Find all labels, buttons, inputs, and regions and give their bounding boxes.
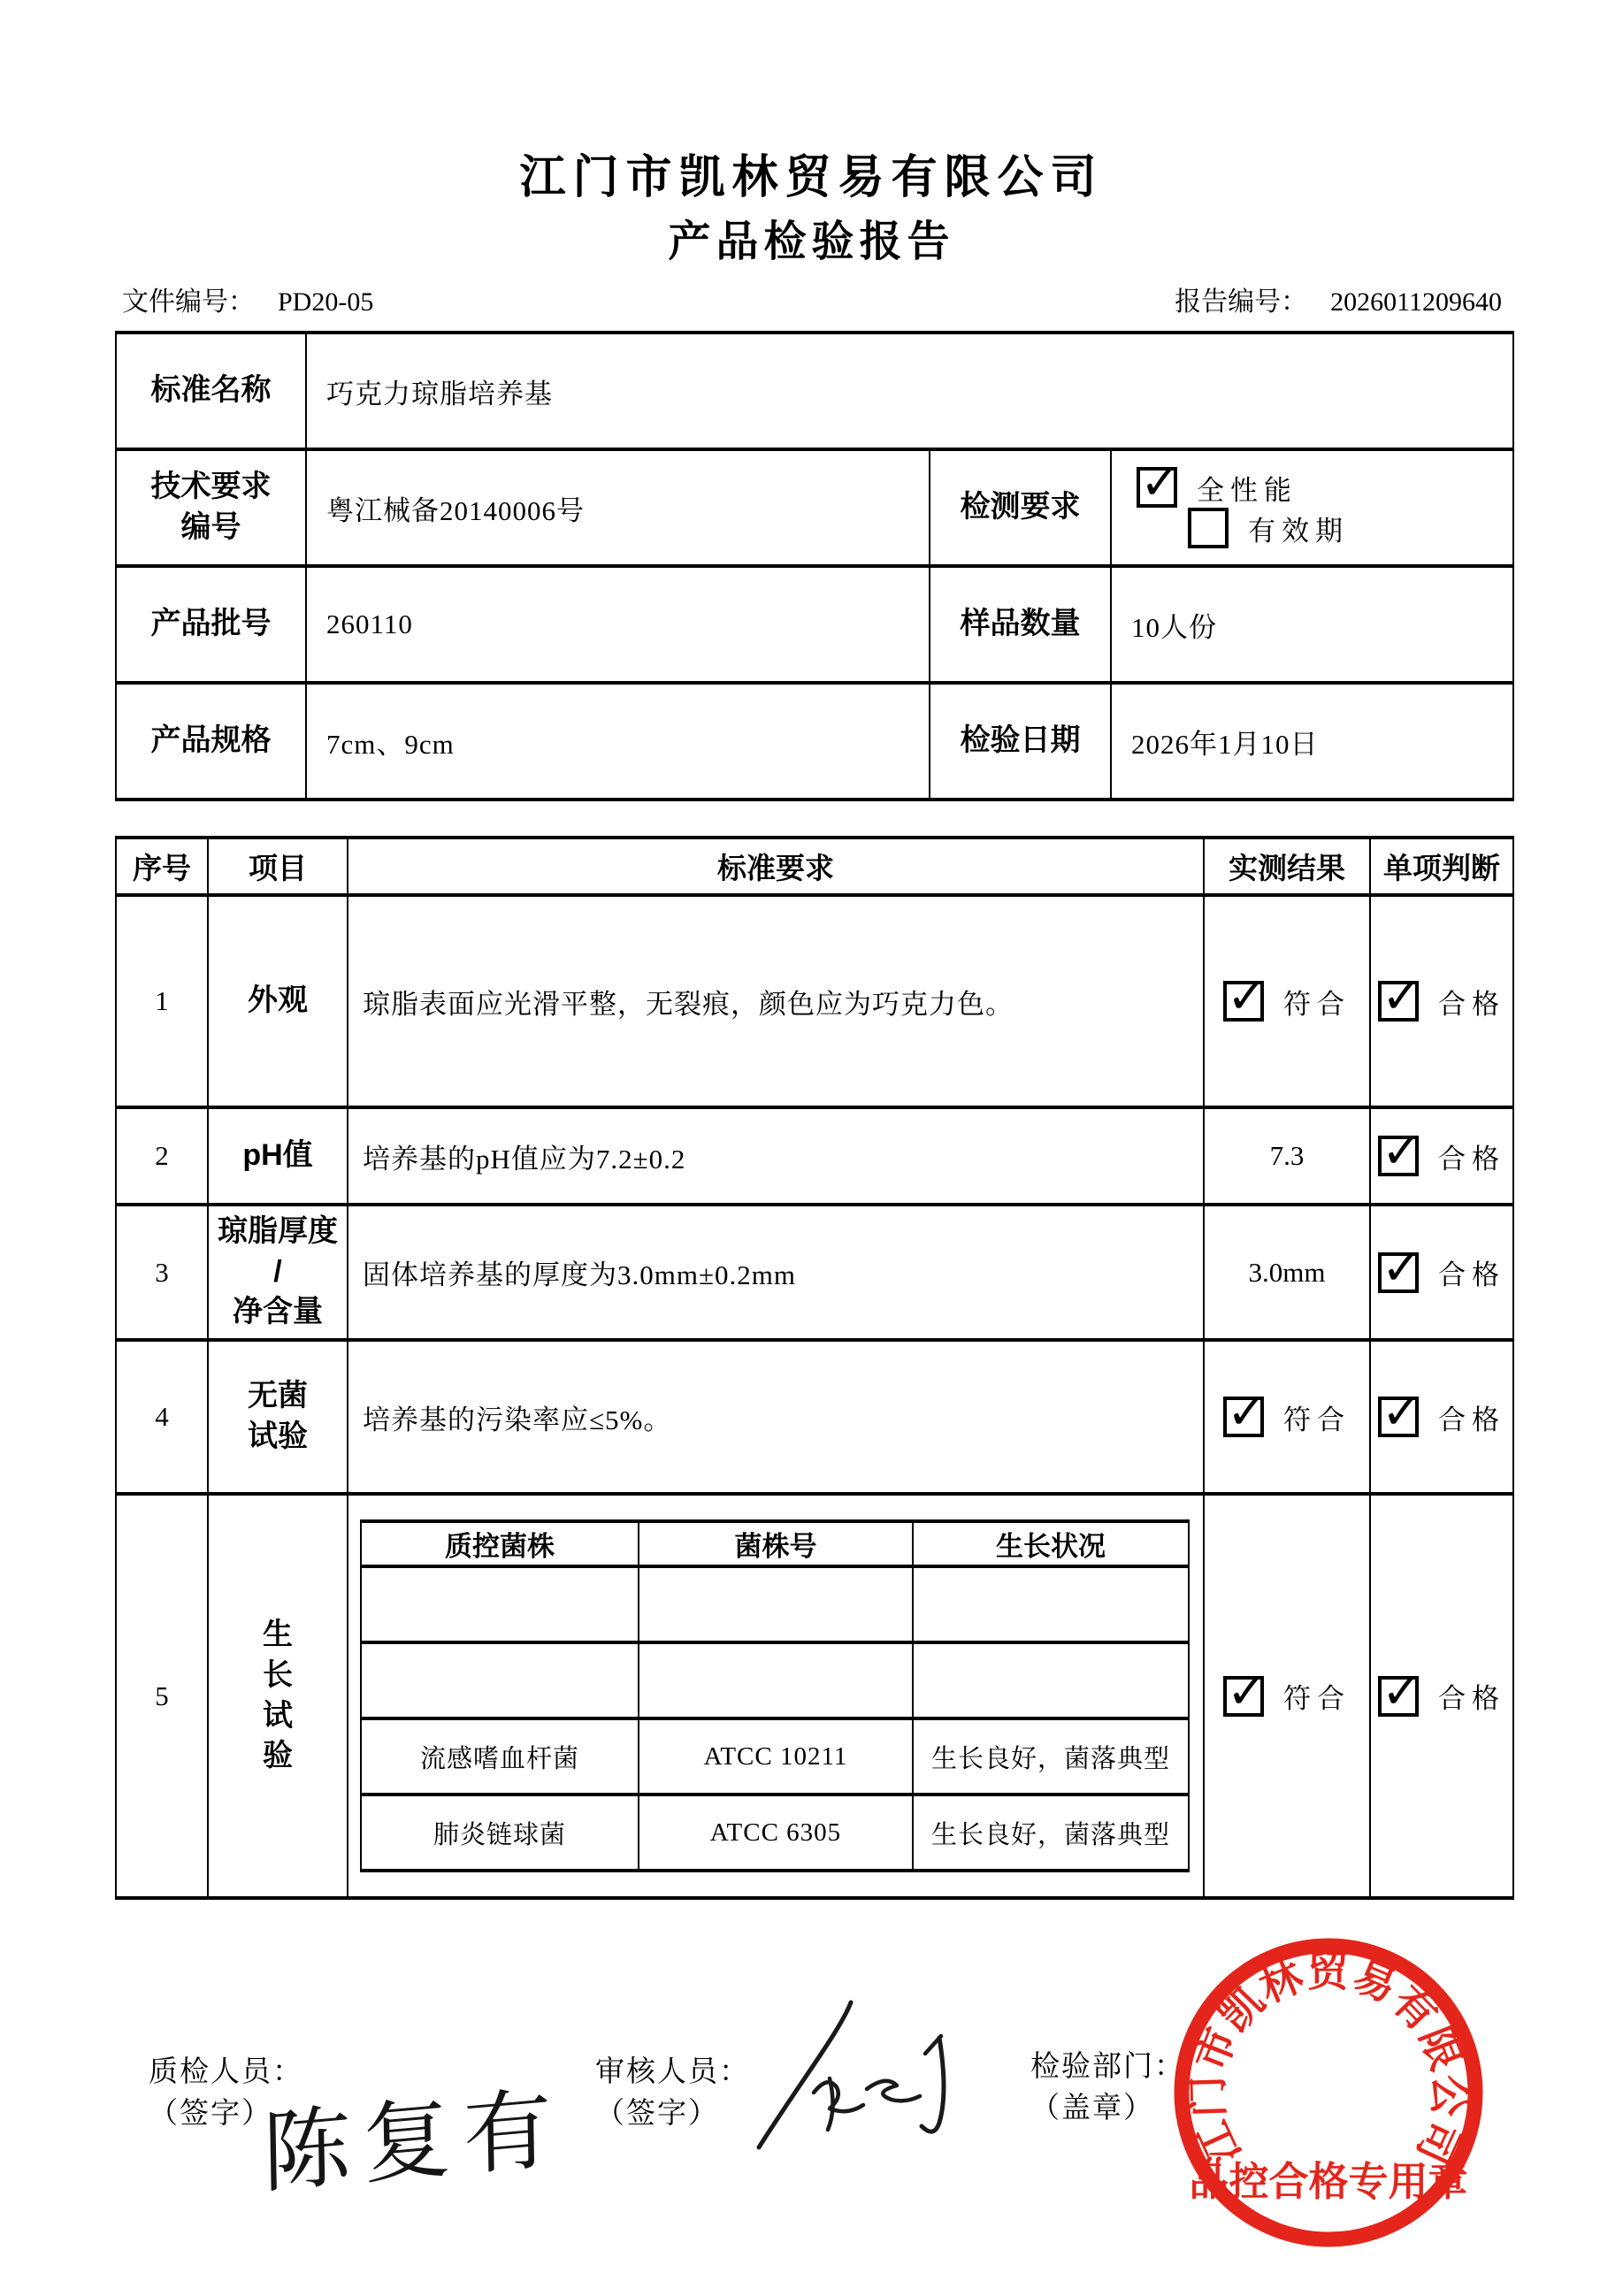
check-icon: ✓ — [1227, 1663, 1267, 1719]
growth-table-header — [361, 1521, 1189, 1566]
row3-judgement-label: 合格 — [1438, 1259, 1505, 1290]
row1-result-label: 符合 — [1283, 988, 1351, 1020]
report-number-label: 报告编号： — [1175, 287, 1308, 317]
row5-requirement — [348, 1494, 1204, 1898]
standard-name-label: 标准名称 — [116, 333, 306, 449]
row3-requirement: 固体培养基的厚度为3.0mm±0.2mm — [348, 1205, 1204, 1340]
row3-judgement — [1370, 1205, 1513, 1340]
info-row-spec — [116, 683, 1513, 800]
row5-judgement-checkbox-checked[interactable] — [1378, 1663, 1422, 1719]
row5-no: 5 — [116, 1494, 208, 1898]
table-row — [116, 1494, 1513, 1898]
row3-result-value: 3.0mm — [1204, 1205, 1370, 1340]
info-row-standard-name — [116, 333, 1513, 449]
row4-judgement — [1370, 1340, 1513, 1494]
row2-requirement: 培养基的pH值应为7.2±0.2 — [348, 1107, 1204, 1205]
row4-result-checkbox-checked[interactable] — [1223, 1384, 1267, 1440]
validity-period-checkbox-unchecked[interactable] — [1188, 508, 1229, 548]
option-full-performance — [1137, 455, 1298, 510]
batch-label: 产品批号 — [116, 566, 306, 683]
sample-qty-label: 样品数量 — [930, 566, 1111, 683]
standard-name-value: 巧克力琼脂培养基 — [306, 333, 1513, 449]
growth-row-empty — [361, 1642, 1189, 1718]
col-header-judgement: 单项判断 — [1370, 838, 1513, 895]
batch-value: 260110 — [306, 566, 930, 683]
row2-judgement-label: 合格 — [1438, 1143, 1505, 1175]
inspection-date-label: 检验日期 — [930, 683, 1111, 800]
tech-requirement-label — [116, 449, 306, 566]
company-stamp — [1169, 1937, 1488, 2248]
company-title: 江门市凯林贸易有限公司 — [519, 153, 1104, 203]
inspection-dept-label: 检验部门： （盖章） — [1030, 2051, 1185, 2124]
full-performance-checkbox-checked[interactable] — [1137, 455, 1182, 510]
test-requirement-label: 检测要求 — [930, 449, 1111, 566]
row4-judgement-label: 合格 — [1438, 1404, 1505, 1435]
check-icon: ✓ — [1382, 1239, 1422, 1296]
result-table-header — [116, 838, 1513, 895]
row4-no: 4 — [116, 1340, 208, 1494]
validity-period-label: 有效期 — [1248, 515, 1349, 547]
row4-result-label: 符合 — [1283, 1404, 1351, 1435]
file-number — [122, 279, 373, 318]
row2-result-value: 7.3 — [1204, 1107, 1370, 1205]
info-row-batch — [116, 566, 1513, 683]
col-header-item: 项目 — [208, 838, 348, 895]
table-row — [116, 1340, 1513, 1494]
result-table — [115, 836, 1514, 1900]
table-row — [116, 895, 1513, 1107]
row1-no: 1 — [116, 895, 208, 1107]
report-number-value: 2026011209640 — [1330, 287, 1502, 317]
row5-result-label: 符合 — [1283, 1683, 1351, 1714]
reviewer-label: 审核人员： （签字） — [595, 2056, 750, 2130]
check-icon: ✓ — [1382, 1384, 1422, 1440]
col-header-result: 实测结果 — [1204, 838, 1370, 895]
full-performance-label: 全性能 — [1197, 474, 1298, 506]
row1-result-checkbox-checked[interactable] — [1223, 968, 1267, 1024]
row2-judgement-checkbox-checked[interactable] — [1378, 1123, 1422, 1179]
row1-result — [1204, 895, 1370, 1107]
inspection-date-value: 2026年1月10日 — [1111, 683, 1513, 800]
row1-judgement — [1370, 895, 1513, 1107]
info-table — [115, 331, 1514, 801]
row2-judgement — [1370, 1107, 1513, 1205]
check-icon: ✓ — [1382, 1663, 1422, 1719]
growth-col-strain: 质控菌株 — [361, 1521, 639, 1566]
row5-judgement-label: 合格 — [1438, 1683, 1505, 1714]
growth-row-haemophilus: 流感嗜血杆菌 ATCC 10211 生长良好，菌落典型 — [361, 1718, 1189, 1795]
growth-col-strain-no: 菌株号 — [639, 1521, 913, 1566]
row2-item: pH值 — [208, 1107, 348, 1205]
row4-item: 无菌 试验 — [208, 1340, 348, 1494]
page-title: 产品检验报告 — [668, 218, 955, 265]
row1-judgement-label: 合格 — [1438, 988, 1505, 1020]
file-number-label: 文件编号： — [122, 287, 255, 317]
row2-no: 2 — [116, 1107, 208, 1205]
row3-item: 琼脂厚度 / 净含量 — [208, 1205, 348, 1340]
tech-requirement-label-line2: 编号 — [180, 510, 241, 544]
row1-requirement: 琼脂表面应光滑平整，无裂痕，颜色应为巧克力色。 — [348, 895, 1204, 1107]
row5-judgement — [1370, 1494, 1513, 1898]
sample-qty-value: 10人份 — [1111, 566, 1513, 683]
row1-judgement-checkbox-checked[interactable] — [1378, 968, 1422, 1024]
growth-row-empty — [361, 1566, 1189, 1642]
option-validity-period — [1188, 508, 1349, 548]
file-number-value: PD20-05 — [278, 287, 374, 317]
stamp-bottom-text: 品控合格专用章 — [1189, 2160, 1468, 2204]
row4-judgement-checkbox-checked[interactable] — [1378, 1384, 1422, 1440]
row3-no: 3 — [116, 1205, 208, 1340]
row4-requirement: 培养基的污染率应≤5%。 — [348, 1340, 1204, 1494]
document-meta-row — [122, 279, 1502, 318]
qc-signer-label: 质检人员： （签字） — [149, 2056, 303, 2130]
spec-value: 7cm、9cm — [306, 683, 930, 800]
tech-requirement-value: 粤江械备20140006号 — [306, 449, 930, 566]
row5-result-checkbox-checked[interactable] — [1223, 1663, 1267, 1719]
qc-signature-handwritten: 陈复有 — [261, 2078, 565, 2205]
row4-result — [1204, 1340, 1370, 1494]
growth-row-pneumococcus: 肺炎链球菌 ATCC 6305 生长良好，菌落典型 — [361, 1795, 1189, 1871]
row3-judgement-checkbox-checked[interactable] — [1378, 1239, 1422, 1296]
growth-col-status: 生长状况 — [913, 1521, 1189, 1566]
spec-label: 产品规格 — [116, 683, 306, 800]
check-icon: ✓ — [1140, 455, 1182, 510]
row1-item: 外观 — [208, 895, 348, 1107]
test-requirement-options — [1111, 449, 1513, 566]
col-header-requirement: 标准要求 — [348, 838, 1204, 895]
table-row — [116, 1205, 1513, 1340]
reviewer-signature-handwritten — [752, 1997, 973, 2156]
row5-result — [1204, 1494, 1370, 1898]
row5-item: 生 长 试 验 — [208, 1494, 348, 1898]
tech-requirement-label-line1: 技术要求 — [150, 470, 272, 504]
info-row-tech-requirement — [116, 449, 1513, 566]
check-icon: ✓ — [1382, 968, 1422, 1024]
check-icon: ✓ — [1227, 1384, 1267, 1440]
check-icon: ✓ — [1227, 968, 1267, 1024]
report-number — [1175, 279, 1502, 318]
growth-table — [360, 1519, 1190, 1872]
check-icon: ✓ — [1382, 1123, 1422, 1179]
stamp-arc-text: 江门市凯林贸易有限公司 — [1185, 1949, 1472, 2171]
col-header-no: 序号 — [116, 838, 208, 895]
table-row — [116, 1107, 1513, 1205]
